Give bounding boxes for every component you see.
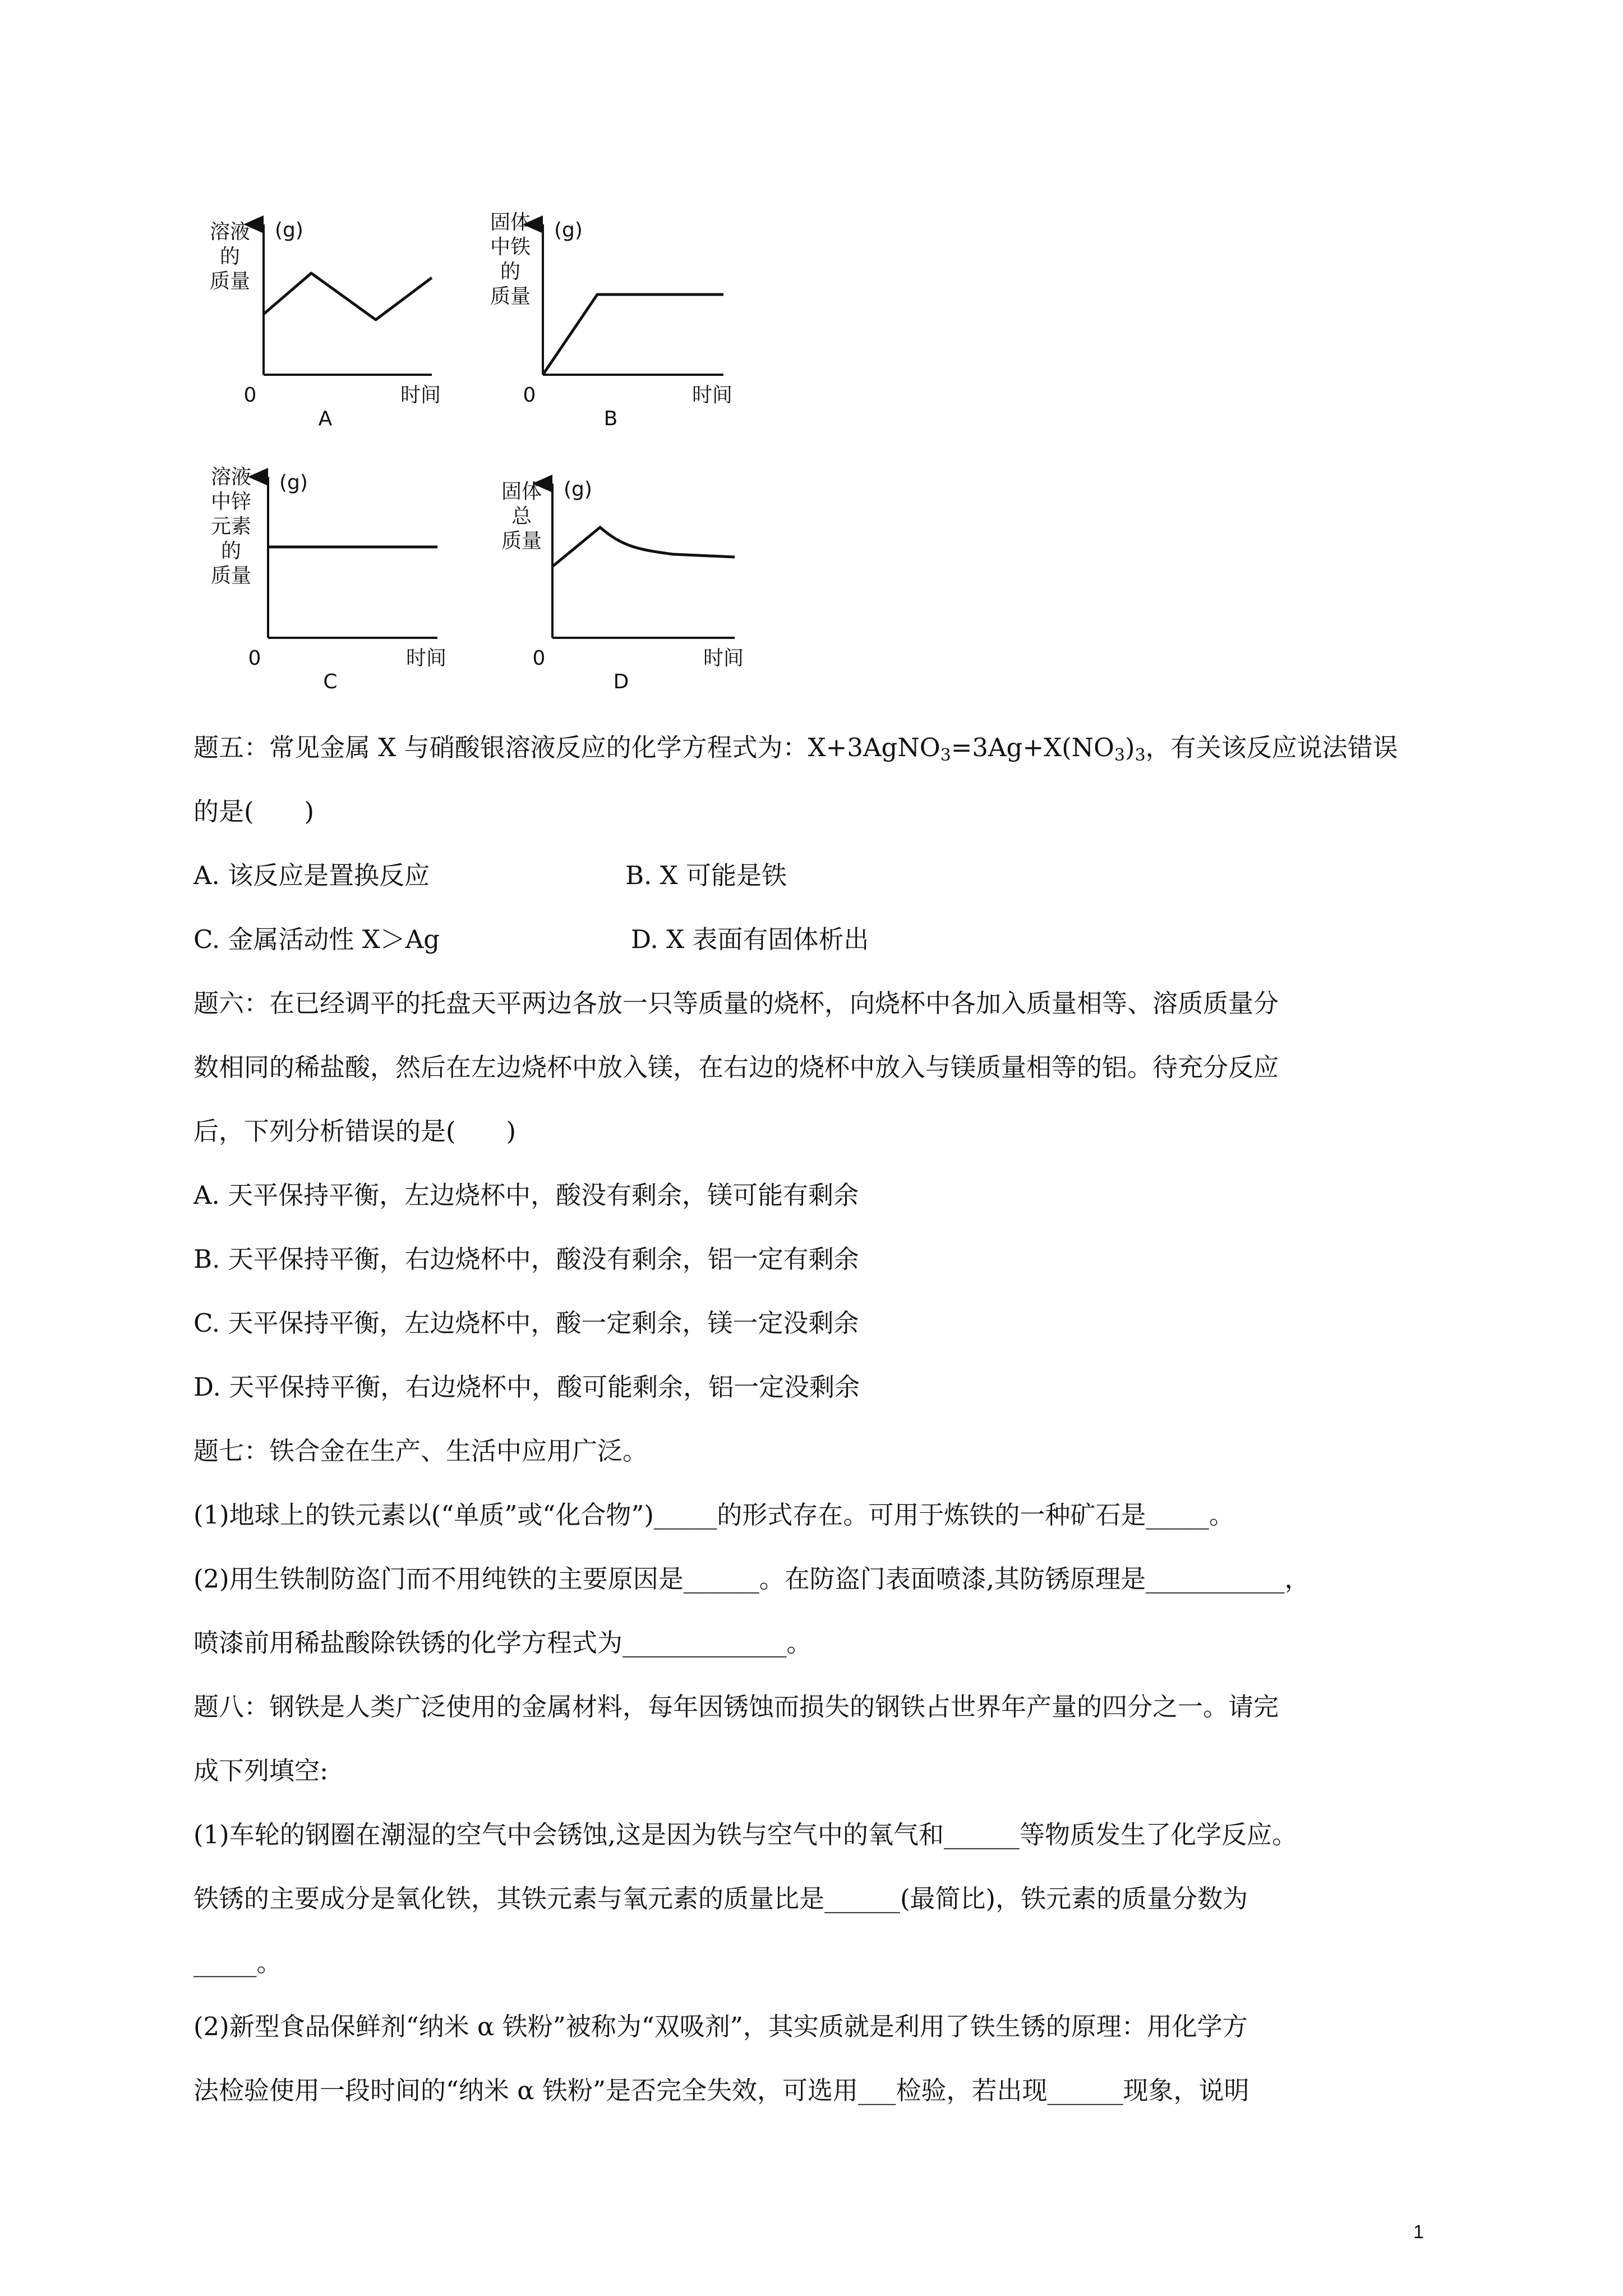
graph-a-curve [264, 273, 432, 320]
graph-c-ylabel-line: 的 [220, 540, 242, 563]
question-content [193, 716, 1450, 2123]
q8-part1-line: 铁锈的主要成分是氧化铁，其铁元素与氧元素的质量比是______(最简比)，铁元素的质量分数为 [193, 1884, 1248, 1913]
q6-stem-line: 题六：在已经调平的托盘天平两边各放一只等质量的烧杯，向烧杯中各加入质量相等、溶质质量分 [193, 988, 1279, 1018]
graph-d-unit-label: (g) [564, 478, 592, 501]
graph-b-caption: B [603, 407, 618, 430]
graph-b-ylabel-line: 固体 [490, 211, 531, 234]
graph-b-xlabel: 时间 [691, 384, 733, 407]
graph-b-origin-label: 0 [523, 384, 536, 407]
q8-part1-line: _____。 [193, 1948, 282, 1977]
q5-options-row2 [193, 908, 1450, 972]
q6-option-b: B. 天平保持平衡，右边烧杯中，酸没有剩余，铝一定有剩余 [193, 1244, 859, 1274]
graph-figure-group [0, 0, 1623, 690]
graph-d-caption: D [613, 670, 629, 690]
graph-b-curve [543, 295, 723, 375]
q5-option-c: C. 金属活动性 X＞Ag [193, 924, 440, 954]
q8-part1-line: (1)车轮的钢圈在潮湿的空气中会锈蚀,这是因为铁与空气中的氧气和______等物质发生了化学反应。 [193, 1820, 1298, 1849]
graph-a-unit-label: (g) [275, 219, 303, 242]
q6-option-c: C. 天平保持平衡，左边烧杯中，酸一定剩余，镁一定没剩余 [193, 1308, 859, 1338]
graph-c-xlabel: 时间 [405, 647, 447, 670]
graph-a-caption: A [318, 407, 333, 430]
graph-b-ylabel-line: 质量 [490, 285, 531, 308]
q7-part2-line: (2)用生铁制防盗门而不用纯铁的主要原因是______。在防盗门表面喷漆,其防锈原理是___________， [193, 1564, 1310, 1594]
q7-part2-line: 喷漆前用稀盐酸除铁锈的化学方程式为_____________。 [193, 1628, 812, 1658]
graph-d-ylabel-line: 质量 [501, 530, 542, 553]
q8-stem-line: 题八：钢铁是人类广泛使用的金属材料，每年因锈蚀而损失的钢铁占世界年产量的四分之一。请完 [193, 1692, 1279, 1722]
graph-d-origin-label: 0 [532, 647, 546, 670]
graph-d-ylabel-line: 固体 [501, 480, 542, 503]
graph-a-ylabel-line: 溶液 [209, 220, 251, 243]
q8-part2-line: (2)新型食品保鲜剂“纳米 α 铁粉”被称为“双吸剂”，其实质就是利用了铁生锈的原理：用化学方 [193, 2012, 1248, 2041]
graph-d-curve [552, 527, 735, 567]
graphs-svg [0, 0, 1623, 690]
q5-option-d: D. X 表面有固体析出 [631, 924, 869, 954]
q8-part2-line: 法检验使用一段时间的“纳米 α 铁粉”是否完全失效，可选用___检验，若出现______现象，说明 [193, 2076, 1249, 2105]
q5-stem-line2: 的是( ) [193, 797, 315, 826]
graph-d-xlabel: 时间 [703, 647, 744, 670]
graph-c-ylabel-line: 元素 [210, 515, 252, 538]
q7-part1-line: (1)地球上的铁元素以(“单质”或“化合物”)_____的形式存在。可用于炼铁的一种矿石是_____。 [193, 1500, 1234, 1530]
graph-c-ylabel-line: 溶液 [210, 466, 252, 489]
q6-option-d: D. 天平保持平衡，右边烧杯中，酸可能剩余，铝一定没剩余 [193, 1372, 860, 1402]
graph-a-origin-label: 0 [243, 384, 257, 407]
graph-c-ylabel-line: 中锌 [210, 490, 252, 513]
q5-options-row1 [193, 844, 1450, 908]
graph-c-origin-label: 0 [248, 647, 261, 670]
graph-b-unit-label: (g) [554, 219, 583, 242]
graph-c-ylabel-line: 质量 [210, 564, 252, 587]
graph-c-unit-label: (g) [279, 471, 308, 494]
page-number: 1 [1413, 2221, 1424, 2243]
q5-option-a: A. 该反应是置换反应 [193, 861, 430, 890]
q6-stem-line: 后，下列分析错误的是( ) [193, 1116, 517, 1146]
graph-a-xlabel: 时间 [400, 384, 441, 407]
q8-stem-line: 成下列填空: [193, 1756, 329, 1786]
q6-stem-line: 数相同的稀盐酸，然后在左边烧杯中放入镁，在右边的烧杯中放入与镁质量相等的铝。待充分反应 [193, 1052, 1279, 1082]
graph-d-ylabel-line: 总 [511, 505, 532, 528]
graph-b-ylabel-line: 中铁 [490, 236, 531, 259]
q5-stem-line1: 题五：常见金属 X 与硝酸银溶液反应的化学方程式为：$X+3AgNO_3=3Ag+X(NO_3)_3$，有关该反应说法错误 [193, 733, 1398, 765]
q6-option-a: A. 天平保持平衡，左边烧杯中，酸没有剩余，镁可能有剩余 [193, 1180, 859, 1210]
q5-option-b: B. X 可能是铁 [625, 861, 787, 890]
q7-stem-line: 题七：铁合金在生产、生活中应用广泛。 [193, 1436, 648, 1466]
graph-a-ylabel-line: 质量 [209, 270, 251, 293]
graph-c-caption: C [323, 670, 338, 690]
graph-a-ylabel-line: 的 [219, 245, 241, 268]
graph-b-ylabel-line: 的 [500, 260, 521, 283]
